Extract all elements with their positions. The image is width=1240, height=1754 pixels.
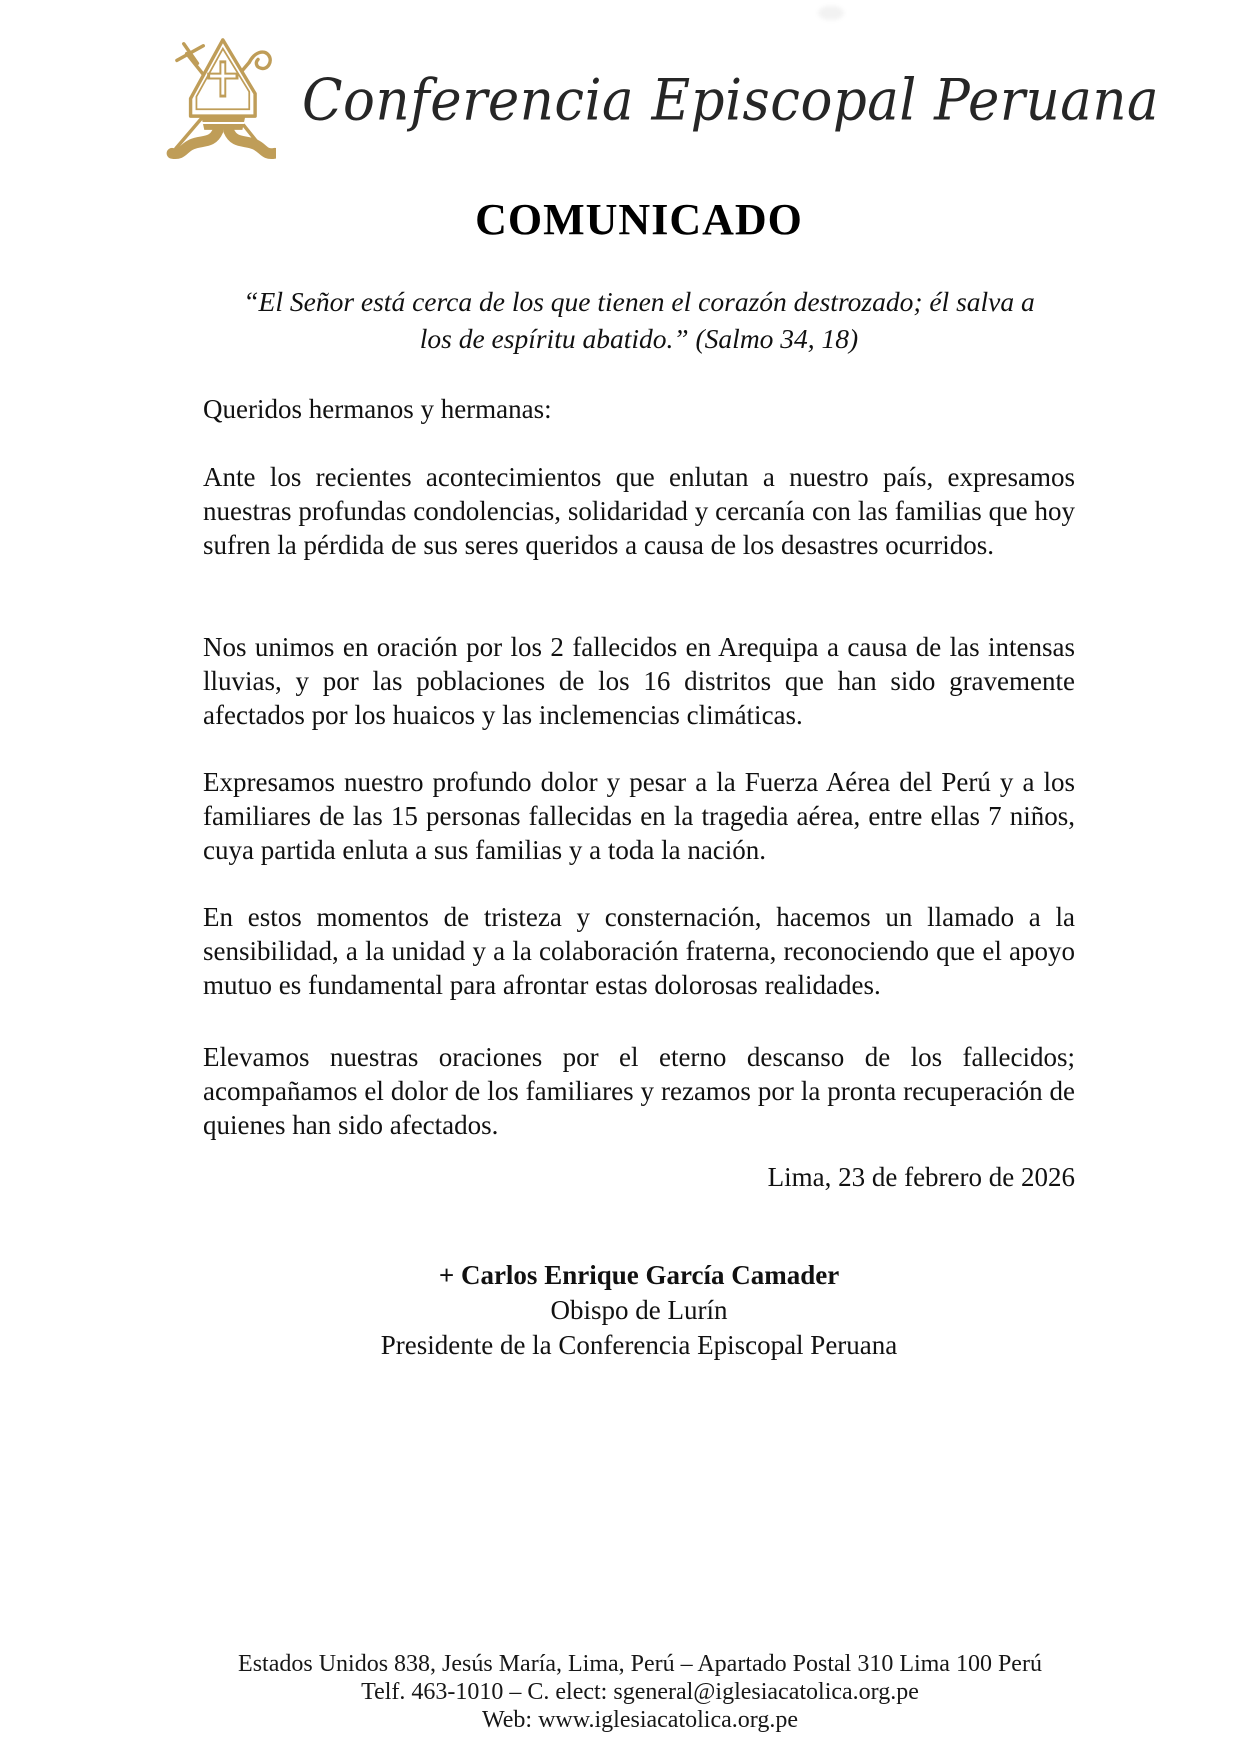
mitre-icon — [191, 40, 256, 116]
footer-contact: Telf. 463-1010 – C. elect: sgeneral@iglesiacatolica.org.pe — [361, 1679, 919, 1705]
body-paragraph-1: Ante los recientes acontecimientos que enlutan a nuestro país, expresamos nuestras profundas condolencias, solidaridad y cercanía con las familias que hoy sufren la pérdida de sus seres queridos a causa de los desastres ocurridos. — [203, 462, 1075, 560]
quote-line-2: los de espíritu abatido.” (Salmo 34, 18) — [419, 323, 859, 354]
body-paragraph-3: Expresamos nuestro profundo dolor y pesar a la Fuerza Aérea del Perú y a los familiares de las 15 personas fallecidas en la tragedia aérea, entre ellas 7 niños, cuya partida enluta a sus familias y a toda la nación. — [203, 767, 1075, 865]
quote-line-1: “El Señor está cerca de los que tienen el corazón destrozado; él salva a — [243, 286, 1035, 317]
footer-web: Web: www.iglesiacatolica.org.pe — [482, 1707, 798, 1733]
letterhead — [156, 34, 1160, 166]
organization-name: Conferencia Episcopal Peruana — [302, 67, 1160, 133]
signatory-role-2: Presidente de la Conferencia Episcopal Peruana — [380, 1330, 898, 1360]
body-paragraph-5: Elevamos nuestras oraciones por el eterno descanso de los fallecidos; acompañamos el dolor de los familiares y rezamos por la pronta recuperación de quienes han sido afectados. — [203, 1042, 1075, 1140]
dateline: Lima, 23 de febrero de 2026 — [767, 1162, 1075, 1192]
letter-footer — [150, 1650, 1130, 1734]
scan-artifact — [818, 6, 844, 20]
signatory-role-1: Obispo de Lurín — [550, 1295, 728, 1325]
body-paragraph-2: Nos unimos en oración por los 2 fallecidos en Arequipa a causa de las intensas lluvias, y por las poblaciones de los 16 distritos que han sido gravemente afectados por los huaicos y las inclemencias climáticas. — [203, 632, 1075, 730]
mitre-crosier-logo — [156, 34, 276, 166]
document-title: COMUNICADO — [475, 195, 803, 244]
signatory-name: + Carlos Enrique García Camader — [438, 1260, 840, 1290]
salutation: Queridos hermanos y hermanas: — [203, 394, 552, 424]
mitre-band-icon — [201, 116, 245, 130]
scripture-quote — [203, 283, 1075, 357]
body-paragraph-4: En estos momentos de tristeza y consternación, hacemos un llamado a la sensibilidad, a la unidad y a la colaboración fraterna, reconociendo que el apoyo mutuo es fundamental para afrontar estas dolorosas realidades. — [203, 902, 1075, 1000]
footer-address: Estados Unidos 838, Jesús María, Lima, Perú – Apartado Postal 310 Lima 100 Perú — [238, 1651, 1042, 1677]
signature-block — [203, 1258, 1075, 1363]
